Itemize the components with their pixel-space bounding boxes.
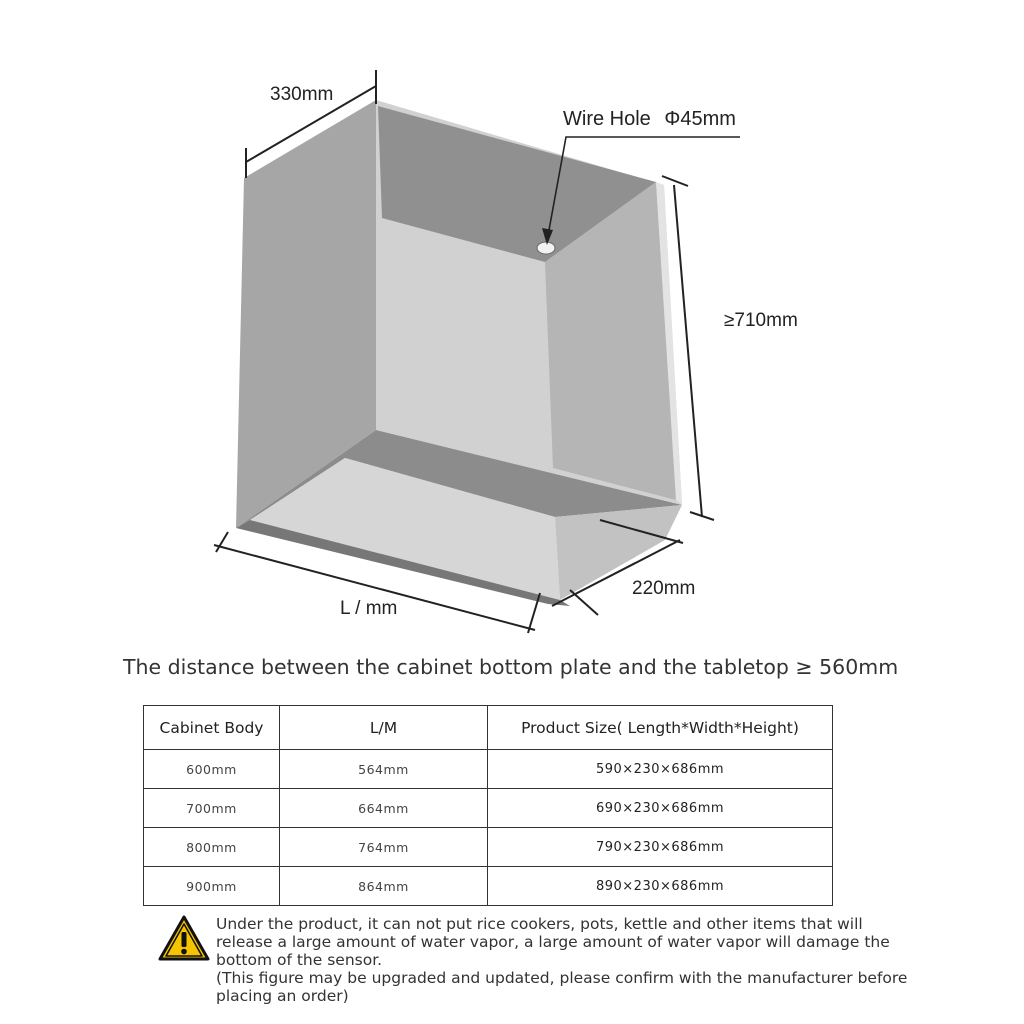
distance-note: The distance between the cabinet bottom plate and the tabletop ≥ 560mm [123,655,899,679]
product-size-cell: 890×230×686mm [488,867,833,906]
lm-cell: 664mm [280,789,488,828]
warning-text [216,915,916,1005]
table-row [144,789,833,828]
lm-cell: 564mm [280,750,488,789]
header-lm: L/M [280,706,488,750]
table-row [144,867,833,906]
cabinet-body-cell: 800mm [144,828,280,867]
product-size-cell: 690×230×686mm [488,789,833,828]
header-cabinet-body: Cabinet Body [144,706,280,750]
wire-hole [537,242,555,254]
lm-cell: 864mm [280,867,488,906]
size-table [143,705,833,906]
depth-label: 330mm [270,84,334,105]
cabinet-body-cell: 700mm [144,789,280,828]
product-size-cell: 790×230×686mm [488,828,833,867]
table-row [144,750,833,789]
product-size-cell: 590×230×686mm [488,750,833,789]
warning-line-1: Under the product, it can not put rice cookers, pots, kettle and other items that will release a large amount of water vapor, a large amount of water vapor will damage the bottom of the sensor. [216,915,890,969]
header-product-size: Product Size( Length*Width*Height) [488,706,833,750]
width-label: 220mm [632,578,696,599]
warning-triangle-icon [158,915,210,961]
length-label: L / mm [340,598,398,619]
wire-hole-text: Wire Hole [563,108,651,130]
wire-hole-size: Φ45mm [664,108,736,130]
height-label: ≥710mm [724,310,798,331]
cabinet-body-cell: 900mm [144,867,280,906]
table-row [144,828,833,867]
wire-hole-label [563,108,736,130]
cabinet-body-cell: 600mm [144,750,280,789]
warning-line-2: (This figure may be upgraded and updated, please confirm with the manufacturer before placing an order) [216,969,908,1005]
lm-cell: 764mm [280,828,488,867]
table-header-row [144,706,833,750]
